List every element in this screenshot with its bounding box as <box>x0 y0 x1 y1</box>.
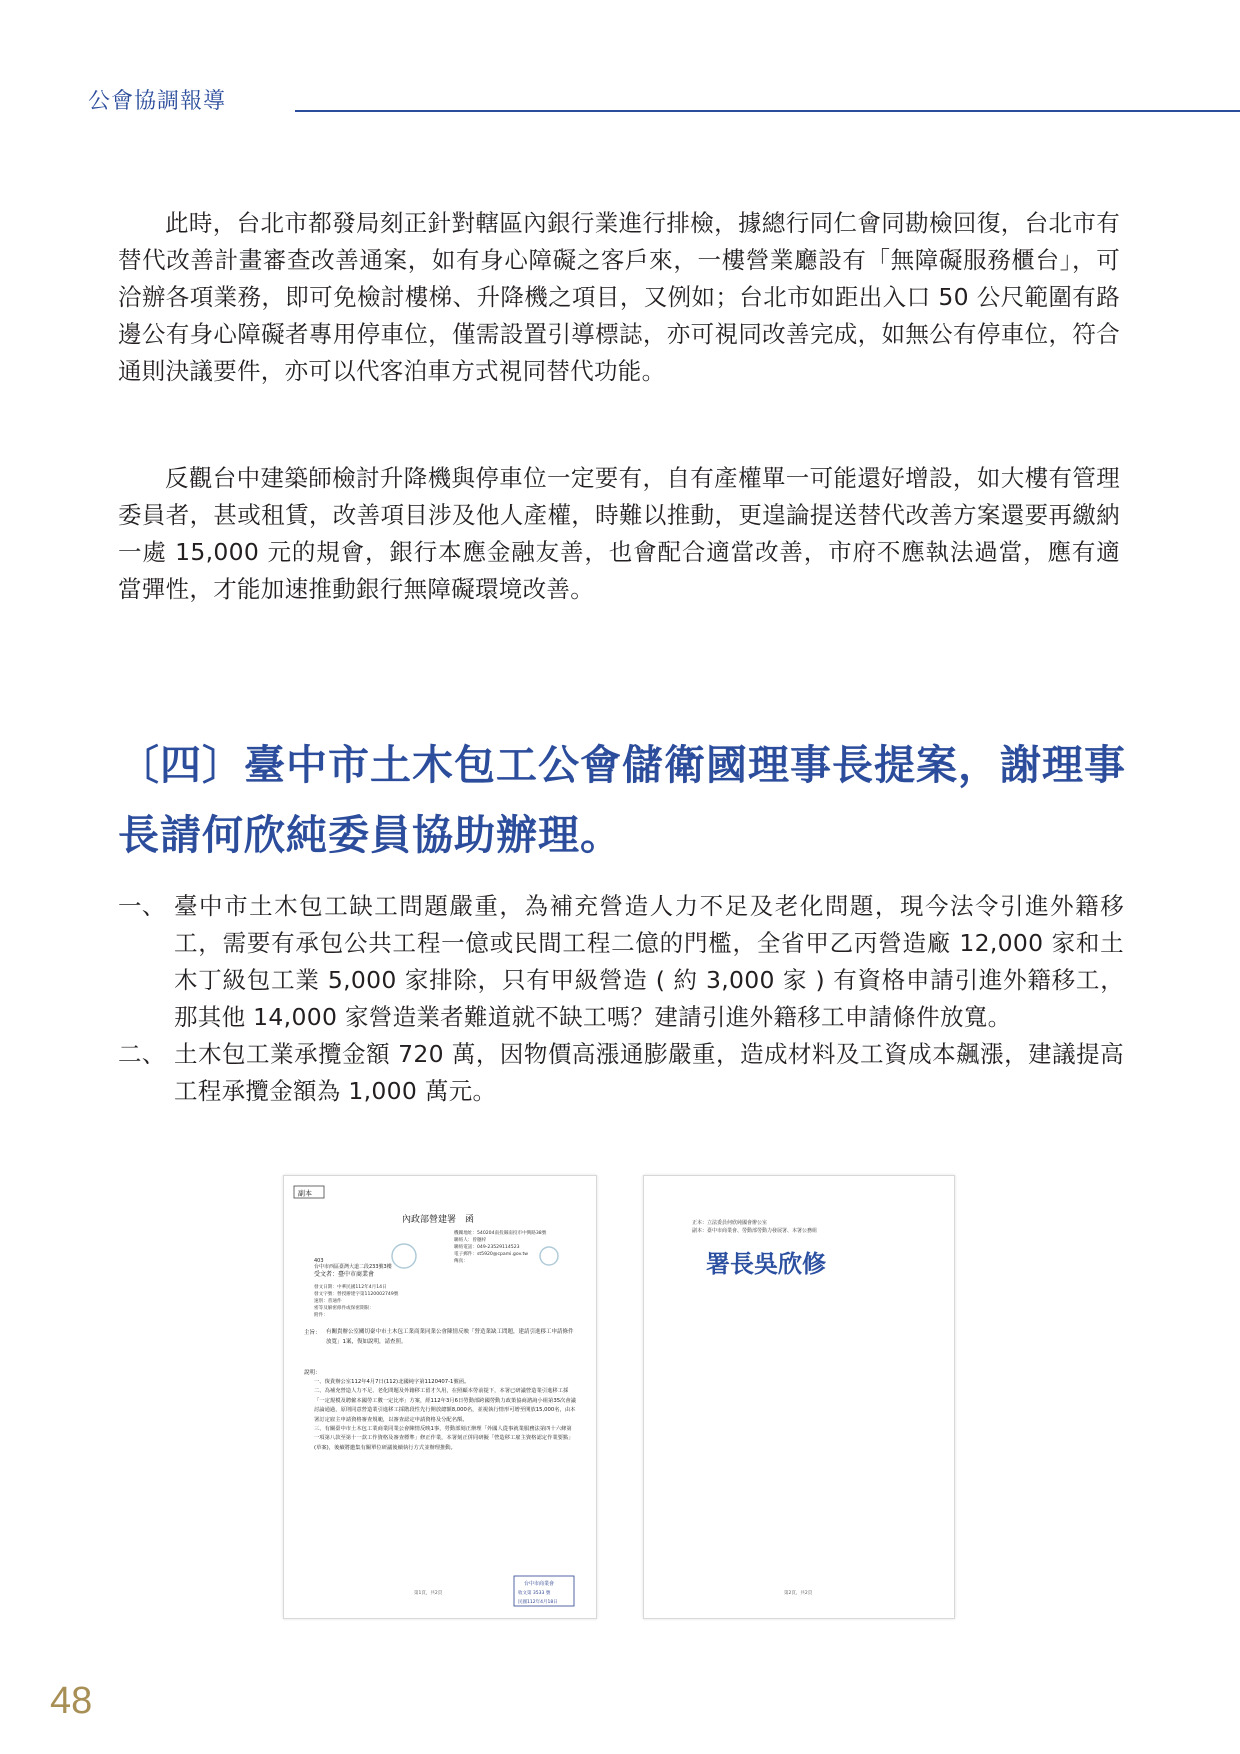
body-paragraph-2: 反觀台中建築師檢討升降機與停車位一定要有，自有產權單一可能還好增設，如大樓有管理委員者，甚或租賃，改善項目涉及他人產權，時難以推動，更遑論提送替代改善方案還要再繳納一處 15,000 元的規會，銀行本應金融友善，也會配合適當改善，市府不應執法過當，應有適當彈性，才能加速推動銀行無障礙環境改善。 <box>118 464 1120 603</box>
address-block <box>454 1229 547 1264</box>
corner-label: 副本 <box>298 1189 312 1198</box>
subject-label: 主旨： <box>304 1330 321 1336</box>
attach-line: 附件： <box>314 1313 328 1318</box>
explain-item: 二、為補充營造人力不足、老化問題及外籍移工留才久用，在照顧本勞前提下，本署已研議營造業引進移工採「一定規模及聘僱本國勞工數一定比率」方案，經112年3月6日勞動部跨國勞動力政策協商諮詢小組第35次會議討論通過，原則同意營造業引進移工採階段性先行開放總額8,000名，並視執行情形可增至開放15,000名，由本署訂定雇主申請資格審查規範，以審查認定申請資格及分配名額。 <box>314 1388 576 1423</box>
cc-line-1: 正本：立法委員何欣純國會辦公室 <box>692 1220 768 1226</box>
ref-line: 發文字號：營授辦建字第1120002749號 <box>314 1292 399 1297</box>
list-item-text: 臺中市土木包工缺工問題嚴重，為補充營造人力不足及老化問題，現今法令引進外籍移工，需要有承包公共工程一億或民間工程二億的門檻，全省甲乙丙營造廠 12,000 家和土木丁級包工業 5,000 家排除，只有甲級營造 ( 約 3,000 家 ) 有資格申請引進外籍移工，那其他 14,000 家營造業者難道就不缺工嗎？建請引進外籍移工申請條件放寬。 <box>174 892 1124 1031</box>
svg-text:台中市商業會: 台中市商業會 <box>524 1581 555 1587</box>
list-item-number: 二、 <box>118 1040 166 1068</box>
official-letter-page-1 <box>283 1175 597 1619</box>
secret-line: 密等及解密條件或保密期限： <box>314 1306 374 1311</box>
list-item-number: 一、 <box>118 892 166 920</box>
section-header-title: 公會協調報導 <box>88 89 227 114</box>
proposal-list <box>118 888 1124 1110</box>
date-line: 發文日期：中華民國112年4月14日 <box>314 1285 387 1290</box>
page-number: 48 <box>50 1680 93 1722</box>
official-letter-page-2-image <box>644 1176 954 1618</box>
section-title: 〔四〕臺中市土木包工公會儲衛國理事長提案，謝理事長請何欣純委員協助辦理。 <box>118 741 1126 859</box>
official-letter-page-2 <box>643 1175 955 1619</box>
list-item <box>118 888 1124 1036</box>
list-item-text: 土木包工業承攬金額 720 萬，因物價高漲通膨嚴重，造成材料及工資成本飆漲，建議提高工程承攬金額為 1,000 萬元。 <box>174 1040 1124 1105</box>
explain-label: 說明： <box>304 1370 321 1376</box>
receipt-stamp <box>514 1576 574 1606</box>
subject-text: 有關貴辦公室關切臺中市土木包工業商業同業公會陳情反映「營造業缺工問題，建請引進移工申請條件放寬」1案，復如說明，請查照。 <box>326 1329 574 1345</box>
body-paragraph-1: 此時，台北市都發局刻正針對轄區內銀行業進行排檢，據總行同仁會同勘檢回復，台北市有替代改善計畫審查改善通案，如有身心障礙之客戶來，一樓營業廳設有「無障礙服務櫃台」，可洽辦各項業務，即可免檢討樓梯、升降機之項目，又例如；台北市如距出入口 50 公尺範圍有路邊公有身心障礙者專用停車位，僅需設置引導標誌，亦可視同改善完成，如無公有停車位，符合通則決議要件，亦可以代客泊車方式視同替代功能。 <box>118 209 1120 385</box>
explain-item: 三、有關臺中市土木包工業商業同業公會陳情反映1事，勞動部刻正辦理「外國人從事就業服務法第四十六條第一項第八款至第十一款工作資格及審查標準」修正作業，本署刻正併同研擬「營造移工雇主資格認定作業要點」(草案)，後續將邀集有關單位研議後續執行方式並辦理推動。 <box>314 1426 574 1451</box>
header-rule <box>295 110 1240 112</box>
official-letter-page-1-image <box>284 1176 596 1618</box>
explain-item: 一、復貴辦公室112年4月7日(112)北國純字第1120407-1號函。 <box>314 1379 470 1385</box>
cc-line-2: 副本：臺中市商業會、勞動部勞動力發展署、本署公務組 <box>692 1228 818 1234</box>
director-signature: 署長吳欣修 <box>706 1250 826 1278</box>
svg-text:民國112年4月18日: 民國112年4月18日 <box>518 1600 558 1605</box>
page-footer: 第1頁，共2頁 <box>414 1591 443 1596</box>
agency-title: 內政部營建署 函 <box>402 1215 475 1225</box>
svg-text:收文第 3533 號: 收文第 3533 號 <box>518 1591 551 1596</box>
svg-text:機關地址：540204南投縣南投市中興路38號聯絡人：曾穗梓: 機關地址：540204南投縣南投市中興路38號聯絡人：曾穗梓聯絡電話：049-23529114523 電子郵件：st5920@cpami.gov.tw 傳真： <box>454 1231 547 1264</box>
recipient: 受文者：臺中市商業會 <box>314 1271 375 1278</box>
list-item <box>118 1036 1124 1110</box>
page-footer: 第2頁，共2頁 <box>784 1591 813 1596</box>
recipient-zip: 403 <box>314 1258 324 1264</box>
speed-line: 速別：普通件 <box>314 1299 342 1304</box>
recipient-address: 台中市西區臺灣大道二段233號3樓 <box>314 1264 392 1270</box>
